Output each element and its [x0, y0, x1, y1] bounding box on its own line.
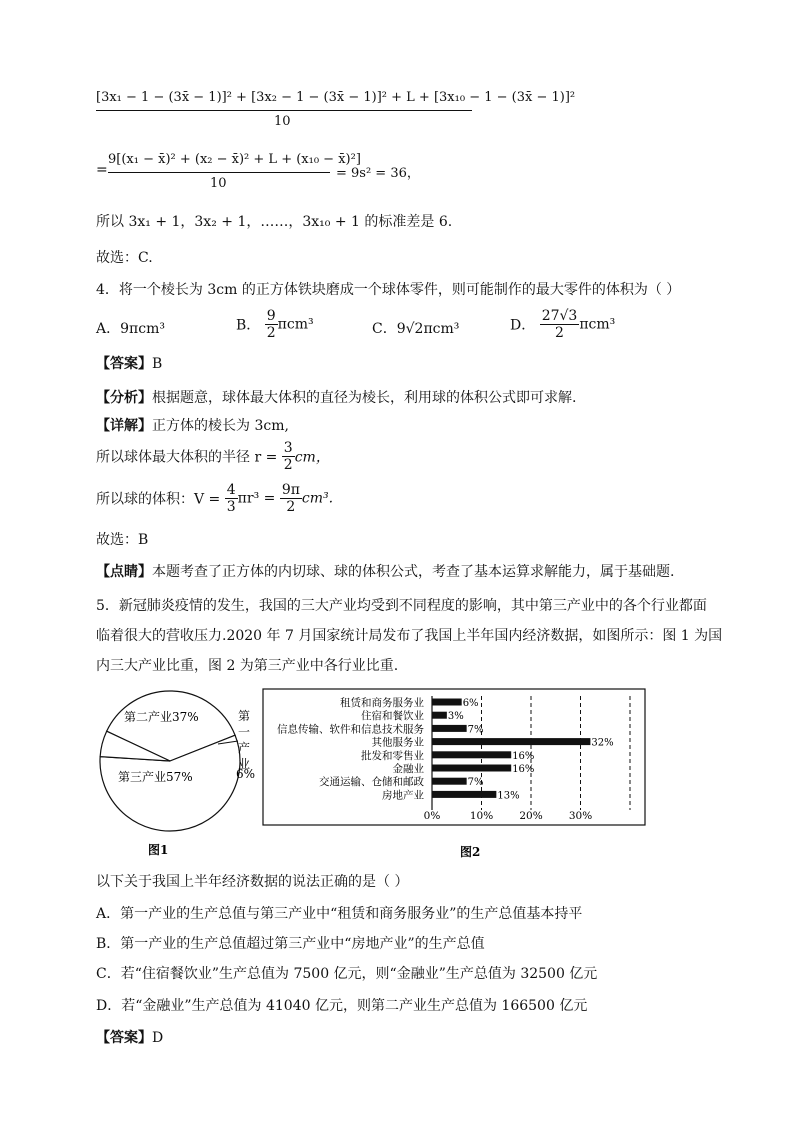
x-tick-label: 30%: [568, 810, 593, 822]
figure2-bar-chart: [262, 688, 648, 866]
bar-value-label: 3%: [447, 711, 464, 723]
category-label: 住宿和餐饮业: [361, 710, 424, 723]
q5-option-b: B．第一产业的生产总值超过第三产业中“房地产业”的生产总值: [96, 936, 485, 952]
bar-value-label: 7%: [467, 777, 484, 789]
svg-text:产: 产: [238, 741, 251, 755]
q5-option-d: D．若“金融业”生产总值为 41040 亿元，则第二产业生产总值为 166500 亿元: [96, 998, 588, 1014]
figure1-caption: 图1: [148, 843, 169, 856]
x-tick-label: 10%: [469, 810, 494, 822]
pie-label-first: [236, 709, 255, 781]
category-label: 租赁和商务服务业: [340, 697, 424, 709]
q3-choice: 故选：C.: [96, 250, 153, 266]
pie-label-third: 第三产业57%: [118, 770, 193, 784]
q4-answer: 【答案】B: [96, 356, 163, 372]
formula-equals: =: [96, 162, 108, 178]
category-label: 信息传输、软件和信息技术服务: [277, 723, 424, 736]
bar-value-label: 7%: [467, 724, 484, 736]
bar-value-label: 16%: [512, 764, 535, 775]
bar: [432, 725, 467, 732]
fraction-bar: [96, 110, 472, 111]
q5-stem-1: 5．新冠肺炎疫情的发生，我国的三大产业均受到不同程度的影响，其中第三产业中的各个行业都面: [96, 598, 707, 614]
q4-stem: 4．将一个棱长为 3cm 的正方体铁块磨成一个球体零件，则可能制作的最大零件的体积为（ ）: [96, 282, 681, 298]
figure1-pie-chart: [90, 686, 270, 856]
bar: [432, 738, 590, 745]
formula-result: = 9s² = 36，: [336, 166, 420, 181]
category-label: 房地产业: [382, 789, 424, 802]
q4-options: [96, 308, 716, 348]
q4-option-a: A．9πcm³: [96, 321, 165, 337]
q3-conclusion: 所以 3x₁ + 1，3x₂ + 1，……，3x₁₀ + 1 的标准差是 6.: [96, 214, 453, 230]
bar: [432, 778, 467, 785]
bar: [432, 712, 447, 719]
variance-formula-line1: [96, 88, 576, 129]
q5-answer: 【答案】D: [96, 1030, 164, 1046]
variance-formula-line2: [96, 150, 420, 194]
q4-comment: 【点睛】本题考查了正方体的内切球、球的体积公式，考查了基本运算求解能力，属于基础题.: [96, 564, 675, 580]
q4-analysis: 【分析】根据题意，球体最大体积的直径为棱长，利用球的体积公式即可求解.: [96, 390, 577, 406]
q5-option-c: C．若“住宿餐饮业”生产总值为 7500 亿元，则“金融业”生产总值为 32500 亿元: [96, 966, 598, 982]
bar-value-label: 6%: [462, 698, 479, 709]
bar-value-label: 16%: [512, 750, 535, 762]
q4-radius-line: 所以球体最大体积的半径 r = $\frac{3}{2}$ cm，: [96, 440, 330, 473]
q5-stem-3: 内三大产业比重，图 2 为第三产业中各行业比重.: [96, 658, 399, 674]
q4-option-b: B． $\frac{9}{2}$ πcm³: [236, 308, 314, 341]
x-tick-label: 0%: [423, 810, 441, 822]
bar: [432, 791, 496, 798]
formula-numerator-2: 9[(x₁ − x̄)² + (x₂ − x̄)² + L + (x₁₀ − x̄)²]: [108, 152, 361, 167]
svg-text:6%: 6%: [236, 767, 256, 781]
q4-detail: 【详解】正方体的棱长为 3cm,: [96, 418, 289, 434]
fraction-bar-2: [108, 172, 330, 173]
category-label: 交通运输、仓储和邮政: [319, 776, 424, 789]
q5-question: 以下关于我国上半年经济数据的说法正确的是（ ）: [96, 874, 409, 890]
category-label: 批发和零售业: [361, 749, 424, 762]
x-tick-label: 20%: [519, 810, 543, 822]
svg-text:业: 业: [238, 757, 251, 771]
pie-label-second: 第二产业37%: [124, 710, 199, 724]
q4-option-c: C．9√2πcm³: [372, 321, 460, 337]
q4-volume-line: 所以球的体积：V = $\frac{4}{3}$ πr³ = $\frac{9\pi}{2}$ cm³.: [96, 482, 334, 515]
bar: [432, 751, 511, 758]
svg-text:一: 一: [238, 725, 251, 739]
bar-value-label: 13%: [497, 790, 520, 802]
formula-denominator: 10: [274, 114, 291, 129]
bar-value-label: 32%: [591, 737, 614, 749]
category-label: 其他服务业: [371, 736, 424, 749]
q4-choice: 故选：B: [96, 532, 149, 548]
figure2-caption: 图2: [460, 845, 481, 859]
bar: [432, 765, 511, 772]
formula-numerator: [3x₁ − 1 − (3x̄ − 1)]² + [3x₂ − 1 − (3x̄ − 1)]² + L + [3x₁₀ − 1 − (3x̄ − 1)]²: [96, 90, 576, 105]
svg-text:第: 第: [238, 709, 251, 723]
q5-option-a: A．第一产业的生产总值与第三产业中“租赁和商务服务业”的生产总值基本持平: [96, 906, 583, 922]
bar: [432, 699, 462, 706]
q4-option-d: D． $\frac{27√3}{2}$ πcm³: [510, 308, 616, 341]
formula-denominator-2: 10: [210, 176, 227, 191]
category-label: 金融业: [392, 763, 424, 775]
q5-stem-2: 临着很大的营收压力.2020 年 7 月国家统计局发布了我国上半年国内经济数据，如图所示：图 1 为国: [96, 628, 723, 644]
